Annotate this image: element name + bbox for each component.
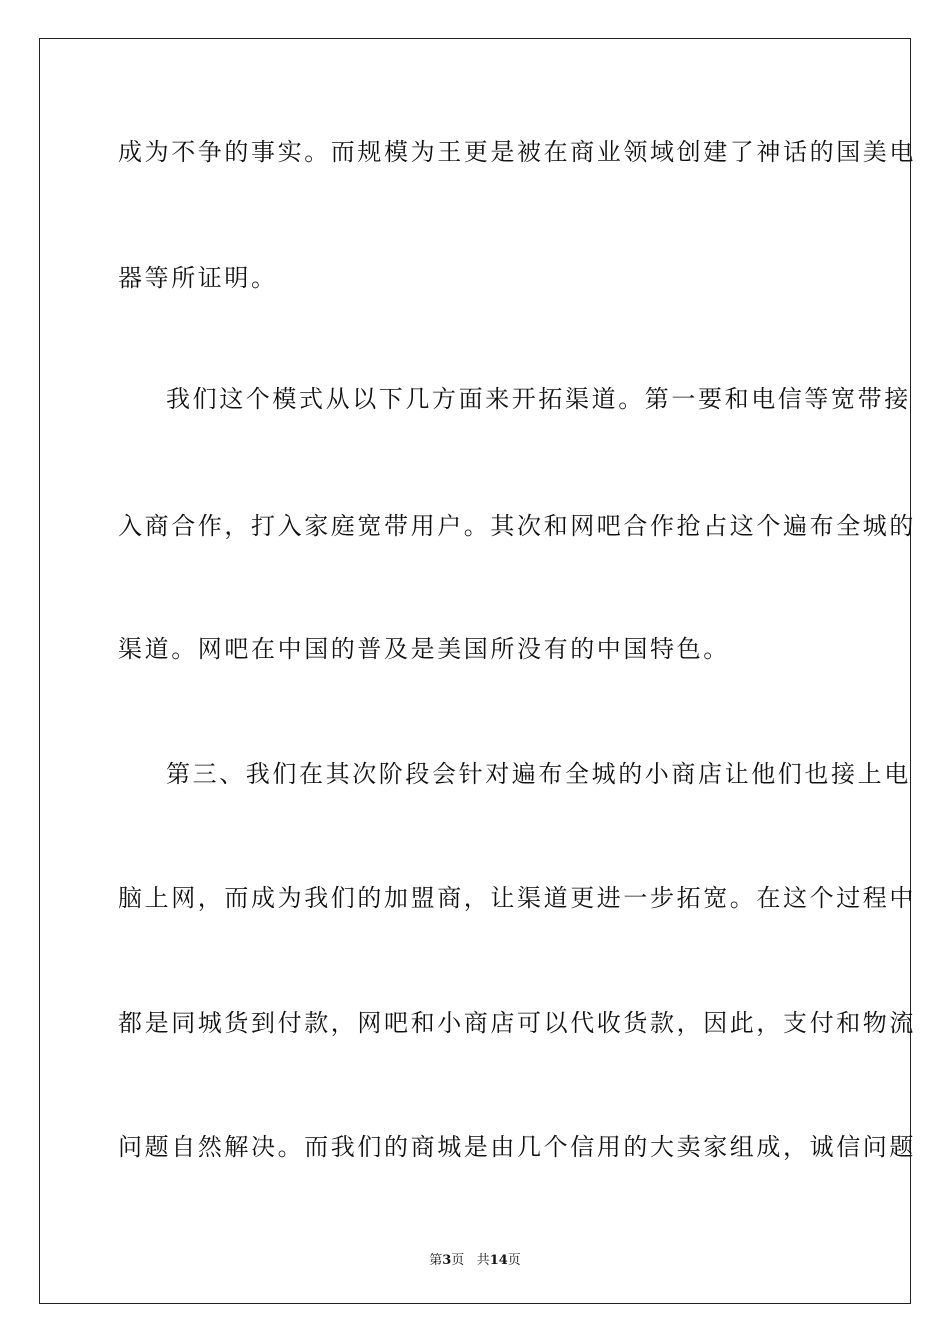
paragraph-line: 成为不争的事实。而规模为王更是被在商业领域创建了神话的国美电 — [118, 138, 916, 166]
footer-total-prefix: 共 — [476, 1253, 490, 1268]
paragraph-line: 都是同城货到付款，网吧和小商店可以代收货款，因此，支付和物流 — [118, 1009, 916, 1037]
paragraph-line: 问题自然解决。而我们的商城是由几个信用的大卖家组成，诚信问题 — [118, 1133, 916, 1161]
paragraph-line: 我们这个模式从以下几方面来开拓渠道。第一要和电信等宽带接 — [166, 385, 911, 413]
page-footer — [40, 1249, 910, 1268]
paragraph-line: 入商合作，打入家庭宽带用户。其次和网吧合作抢占这个遍布全城的 — [118, 512, 916, 540]
document-page — [39, 38, 916, 1304]
footer-total-pages: 14 — [489, 1253, 508, 1268]
paragraph-line: 器等所证明。 — [118, 264, 278, 292]
footer-total-suffix: 页 — [507, 1253, 521, 1268]
paragraph-line: 脑上网，而成为我们的加盟商，让渠道更进一步拓宽。在这个过程中 — [118, 884, 916, 912]
footer-page-number: 3 — [442, 1253, 452, 1268]
paragraph-line: 渠道。网吧在中国的普及是美国所没有的中国特色。 — [118, 635, 730, 663]
footer-page-prefix: 第 — [429, 1253, 443, 1268]
paragraph-line: 第三、我们在其次阶段会针对遍布全城的小商店让他们也接上电 — [166, 760, 911, 788]
footer-page-suffix: 页 — [451, 1253, 465, 1268]
